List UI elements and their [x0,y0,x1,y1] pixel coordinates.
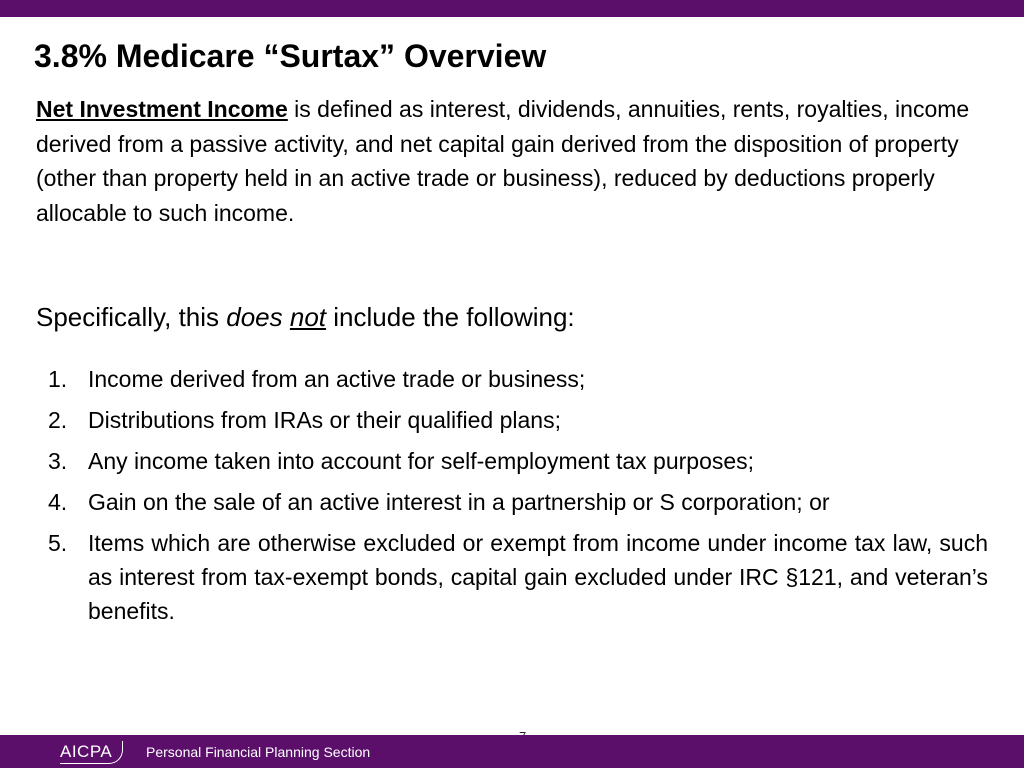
definition-paragraph [36,92,996,230]
list-item-number: 4. [48,489,68,515]
list-item-number: 2. [48,407,68,433]
footer-bar [0,735,1024,768]
footer-section-name: Personal Financial Planning Section [146,744,371,760]
definition-term: Net Investment Income [36,96,288,122]
list-item-number: 5. [48,530,68,556]
list-item-number: 3. [48,448,68,474]
lead-emphasis-does: does [226,302,283,332]
list-item [48,485,988,519]
list-item [48,444,988,478]
list-item-text: Items which are otherwise excluded or exempt from income under income tax law, such as interest from tax-exempt bonds, capital gain excluded under IRC §121, and veteran’s benefits. [88,530,988,624]
aicpa-logo: AICPA [60,741,123,764]
list-item-text: Gain on the sale of an active interest in a partnership or S corporation; or [88,489,830,515]
exclusion-lead-sentence [36,298,575,336]
list-item-number: 1. [48,366,68,392]
top-accent-bar [0,0,1024,17]
lead-prefix: Specifically, this [36,302,227,332]
lead-emphasis-not: not [289,302,327,332]
list-item-text: Income derived from an active trade or business; [88,366,586,392]
list-item [48,362,988,396]
list-item [48,526,988,628]
definition-text: is defined as interest, dividends, annuities, rents, royalties, income derived from a passive activity, and net capital gain derived from the disposition of property (other than property held in an active trade or business), reduced by deductions properly allocable to such income. [36,96,970,226]
lead-suffix: include the following: [326,302,575,332]
exclusion-list [48,362,988,635]
list-item-text: Any income taken into account for self-employment tax purposes; [88,448,755,474]
list-item [48,403,988,437]
slide-title: 3.8% Medicare “Surtax” Overview [34,38,547,74]
list-item-text: Distributions from IRAs or their qualified plans; [88,407,561,433]
